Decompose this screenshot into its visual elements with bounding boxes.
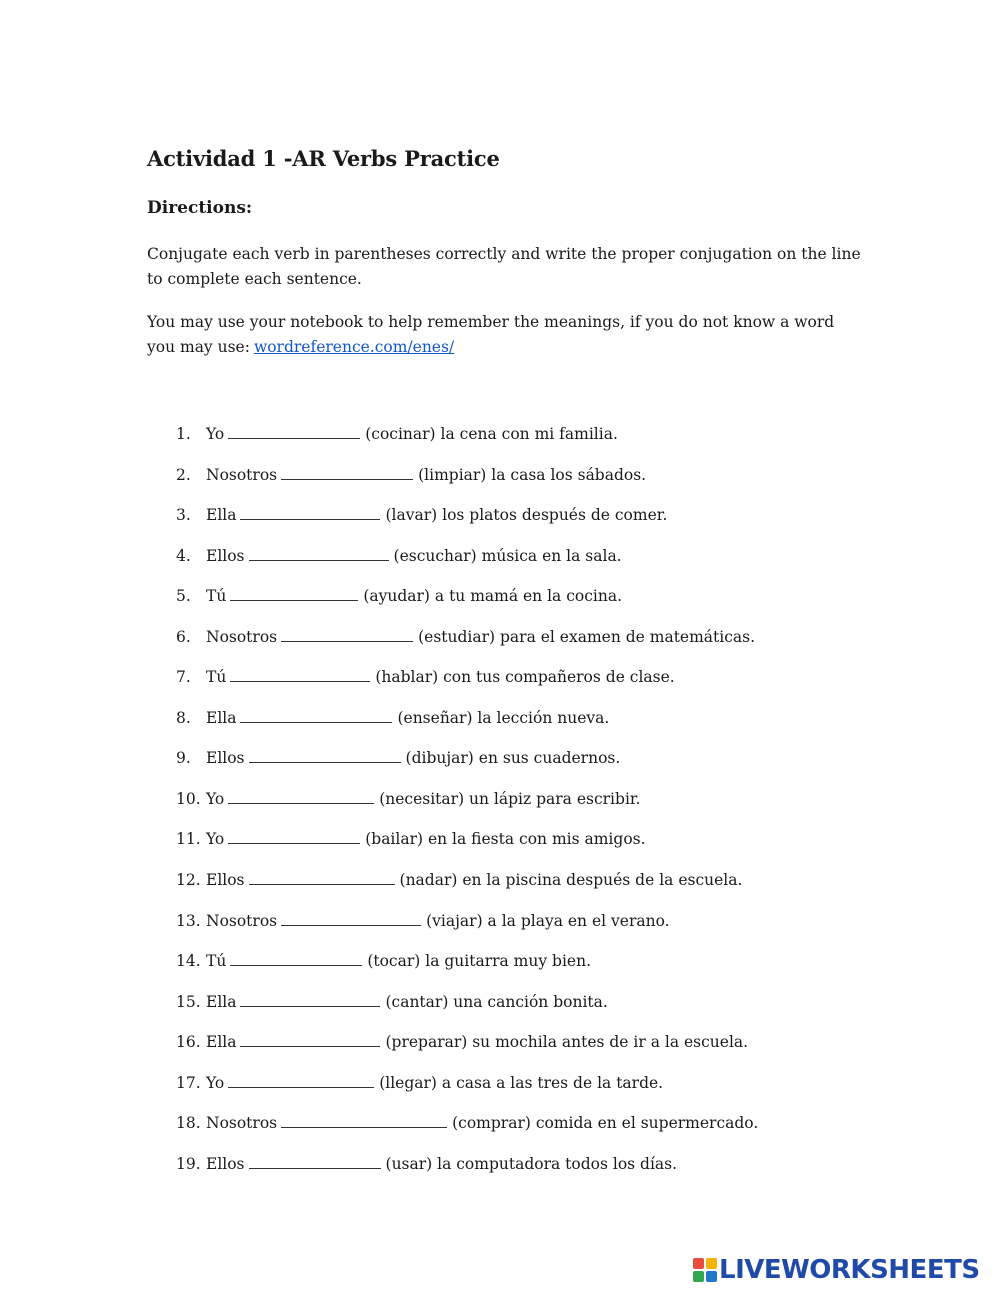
item-sentence: (cocinar) la cena con mi familia. — [365, 425, 618, 443]
item-subject: Tú — [206, 668, 227, 687]
item-sentence: (dibujar) en sus cuadernos. — [405, 749, 621, 768]
answer-blank[interactable] — [240, 506, 380, 520]
directions-heading: Directions: — [147, 198, 253, 218]
item-subject: Yo — [206, 425, 225, 443]
item-subject: Nosotros — [206, 911, 278, 930]
item-number: 15. — [176, 992, 201, 1011]
answer-blank[interactable] — [228, 1074, 374, 1088]
liveworksheets-logo-icon — [693, 1258, 717, 1282]
item-sentence: (enseñar) la lección nueva. — [397, 708, 610, 727]
item-subject: Ella — [206, 1033, 237, 1052]
item-number: 11. — [176, 830, 201, 849]
exercise-item — [176, 785, 876, 826]
item-sentence: (usar) la computadora todos los días. — [385, 1154, 678, 1173]
exercise-item — [176, 1028, 876, 1069]
exercise-item — [176, 623, 876, 664]
item-subject: Tú — [206, 587, 227, 606]
answer-blank[interactable] — [228, 425, 360, 439]
answer-blank[interactable] — [281, 1114, 447, 1128]
item-sentence: (bailar) en la fiesta con mis amigos. — [365, 830, 646, 849]
item-sentence: (lavar) los platos después de comer. — [385, 506, 668, 525]
exercise-item — [176, 947, 876, 988]
exercise-item — [176, 420, 876, 461]
item-number: 6. — [176, 627, 191, 646]
exercise-item — [176, 907, 876, 948]
answer-blank[interactable] — [228, 830, 360, 844]
item-subject: Nosotros — [206, 1114, 278, 1133]
item-subject: Yo — [206, 1073, 225, 1092]
exercise-item — [176, 663, 876, 704]
item-subject: Ellos — [206, 1154, 245, 1173]
wordreference-link[interactable]: wordreference.com/enes/ — [253, 338, 455, 356]
item-number: 16. — [176, 1033, 201, 1052]
item-subject: Tú — [206, 952, 227, 971]
item-sentence: (llegar) a casa a las tres de la tarde. — [379, 1073, 664, 1092]
item-subject: Ellos — [206, 749, 245, 768]
notebook-paragraph-text: You may use your notebook to help remember the meanings, if you do not know a word you may use: — [147, 313, 835, 356]
item-sentence: (hablar) con tus compañeros de clase. — [375, 668, 675, 687]
answer-blank[interactable] — [240, 1033, 380, 1047]
item-sentence: (preparar) su mochila antes de ir a la escuela. — [385, 1033, 749, 1052]
item-number: 5. — [176, 587, 191, 606]
item-subject: Ellos — [206, 546, 245, 565]
answer-blank[interactable] — [228, 790, 374, 804]
item-subject: Ella — [206, 506, 237, 525]
item-number: 13. — [176, 911, 201, 930]
item-number: 9. — [176, 749, 191, 768]
exercise-item — [176, 542, 876, 583]
answer-blank[interactable] — [281, 466, 413, 480]
item-number: 17. — [176, 1073, 201, 1092]
answer-blank[interactable] — [249, 547, 389, 561]
item-number: 7. — [176, 668, 191, 687]
answer-blank[interactable] — [230, 668, 370, 682]
item-sentence: (estudiar) para el examen de matemáticas. — [418, 627, 756, 646]
notebook-paragraph — [147, 310, 867, 360]
page-title: Actividad 1 -AR Verbs Practice — [147, 146, 500, 171]
logo-text: LIVEWORKSHEETS — [719, 1255, 980, 1285]
liveworksheets-logo — [693, 1254, 980, 1286]
exercise-item — [176, 1150, 876, 1191]
answer-blank[interactable] — [230, 952, 362, 966]
item-subject: Yo — [206, 830, 225, 849]
item-sentence: (necesitar) un lápiz para escribir. — [379, 789, 641, 808]
exercise-item — [176, 744, 876, 785]
answer-blank[interactable] — [240, 993, 380, 1007]
item-subject: Ella — [206, 992, 237, 1011]
answer-blank[interactable] — [281, 912, 421, 926]
answer-blank[interactable] — [249, 1155, 381, 1169]
item-number: 2. — [176, 465, 191, 484]
answer-blank[interactable] — [249, 871, 395, 885]
item-number: 18. — [176, 1114, 201, 1133]
item-number: 10. — [176, 789, 201, 808]
item-sentence: (escuchar) música en la sala. — [393, 546, 622, 565]
item-number: 3. — [176, 506, 191, 525]
item-sentence: (viajar) a la playa en el verano. — [426, 911, 670, 930]
item-number: 14. — [176, 952, 201, 971]
item-subject: Nosotros — [206, 627, 278, 646]
item-sentence: (nadar) en la piscina después de la escuela. — [399, 871, 743, 890]
answer-blank[interactable] — [281, 628, 413, 642]
directions-paragraph: Conjugate each verb in parentheses correctly and write the proper conjugation on the line to complete each sentence. — [147, 245, 861, 288]
item-number: 1. — [176, 425, 191, 443]
exercise-item — [176, 582, 876, 623]
item-sentence: (cantar) una canción bonita. — [385, 992, 608, 1011]
exercise-item — [176, 501, 876, 542]
exercise-item — [176, 825, 876, 866]
exercise-item — [176, 461, 876, 502]
item-sentence: (tocar) la guitarra muy bien. — [367, 952, 592, 971]
answer-blank[interactable] — [240, 709, 392, 723]
item-subject: Ellos — [206, 871, 245, 890]
item-subject: Yo — [206, 789, 225, 808]
item-number: 12. — [176, 871, 201, 890]
exercise-list — [176, 420, 876, 1190]
exercise-item — [176, 866, 876, 907]
item-number: 4. — [176, 546, 191, 565]
exercise-item — [176, 1109, 876, 1150]
item-subject: Ella — [206, 708, 237, 727]
item-sentence: (comprar) comida en el supermercado. — [452, 1114, 759, 1133]
item-number: 8. — [176, 708, 191, 727]
item-sentence: (limpiar) la casa los sábados. — [418, 465, 647, 484]
item-number: 19. — [176, 1154, 201, 1173]
item-sentence: (ayudar) a tu mamá en la cocina. — [363, 587, 623, 606]
exercise-item — [176, 704, 876, 745]
exercise-item — [176, 988, 876, 1029]
item-subject: Nosotros — [206, 465, 278, 484]
answer-blank[interactable] — [249, 749, 401, 763]
exercise-item — [176, 1069, 876, 1110]
answer-blank[interactable] — [230, 587, 358, 601]
